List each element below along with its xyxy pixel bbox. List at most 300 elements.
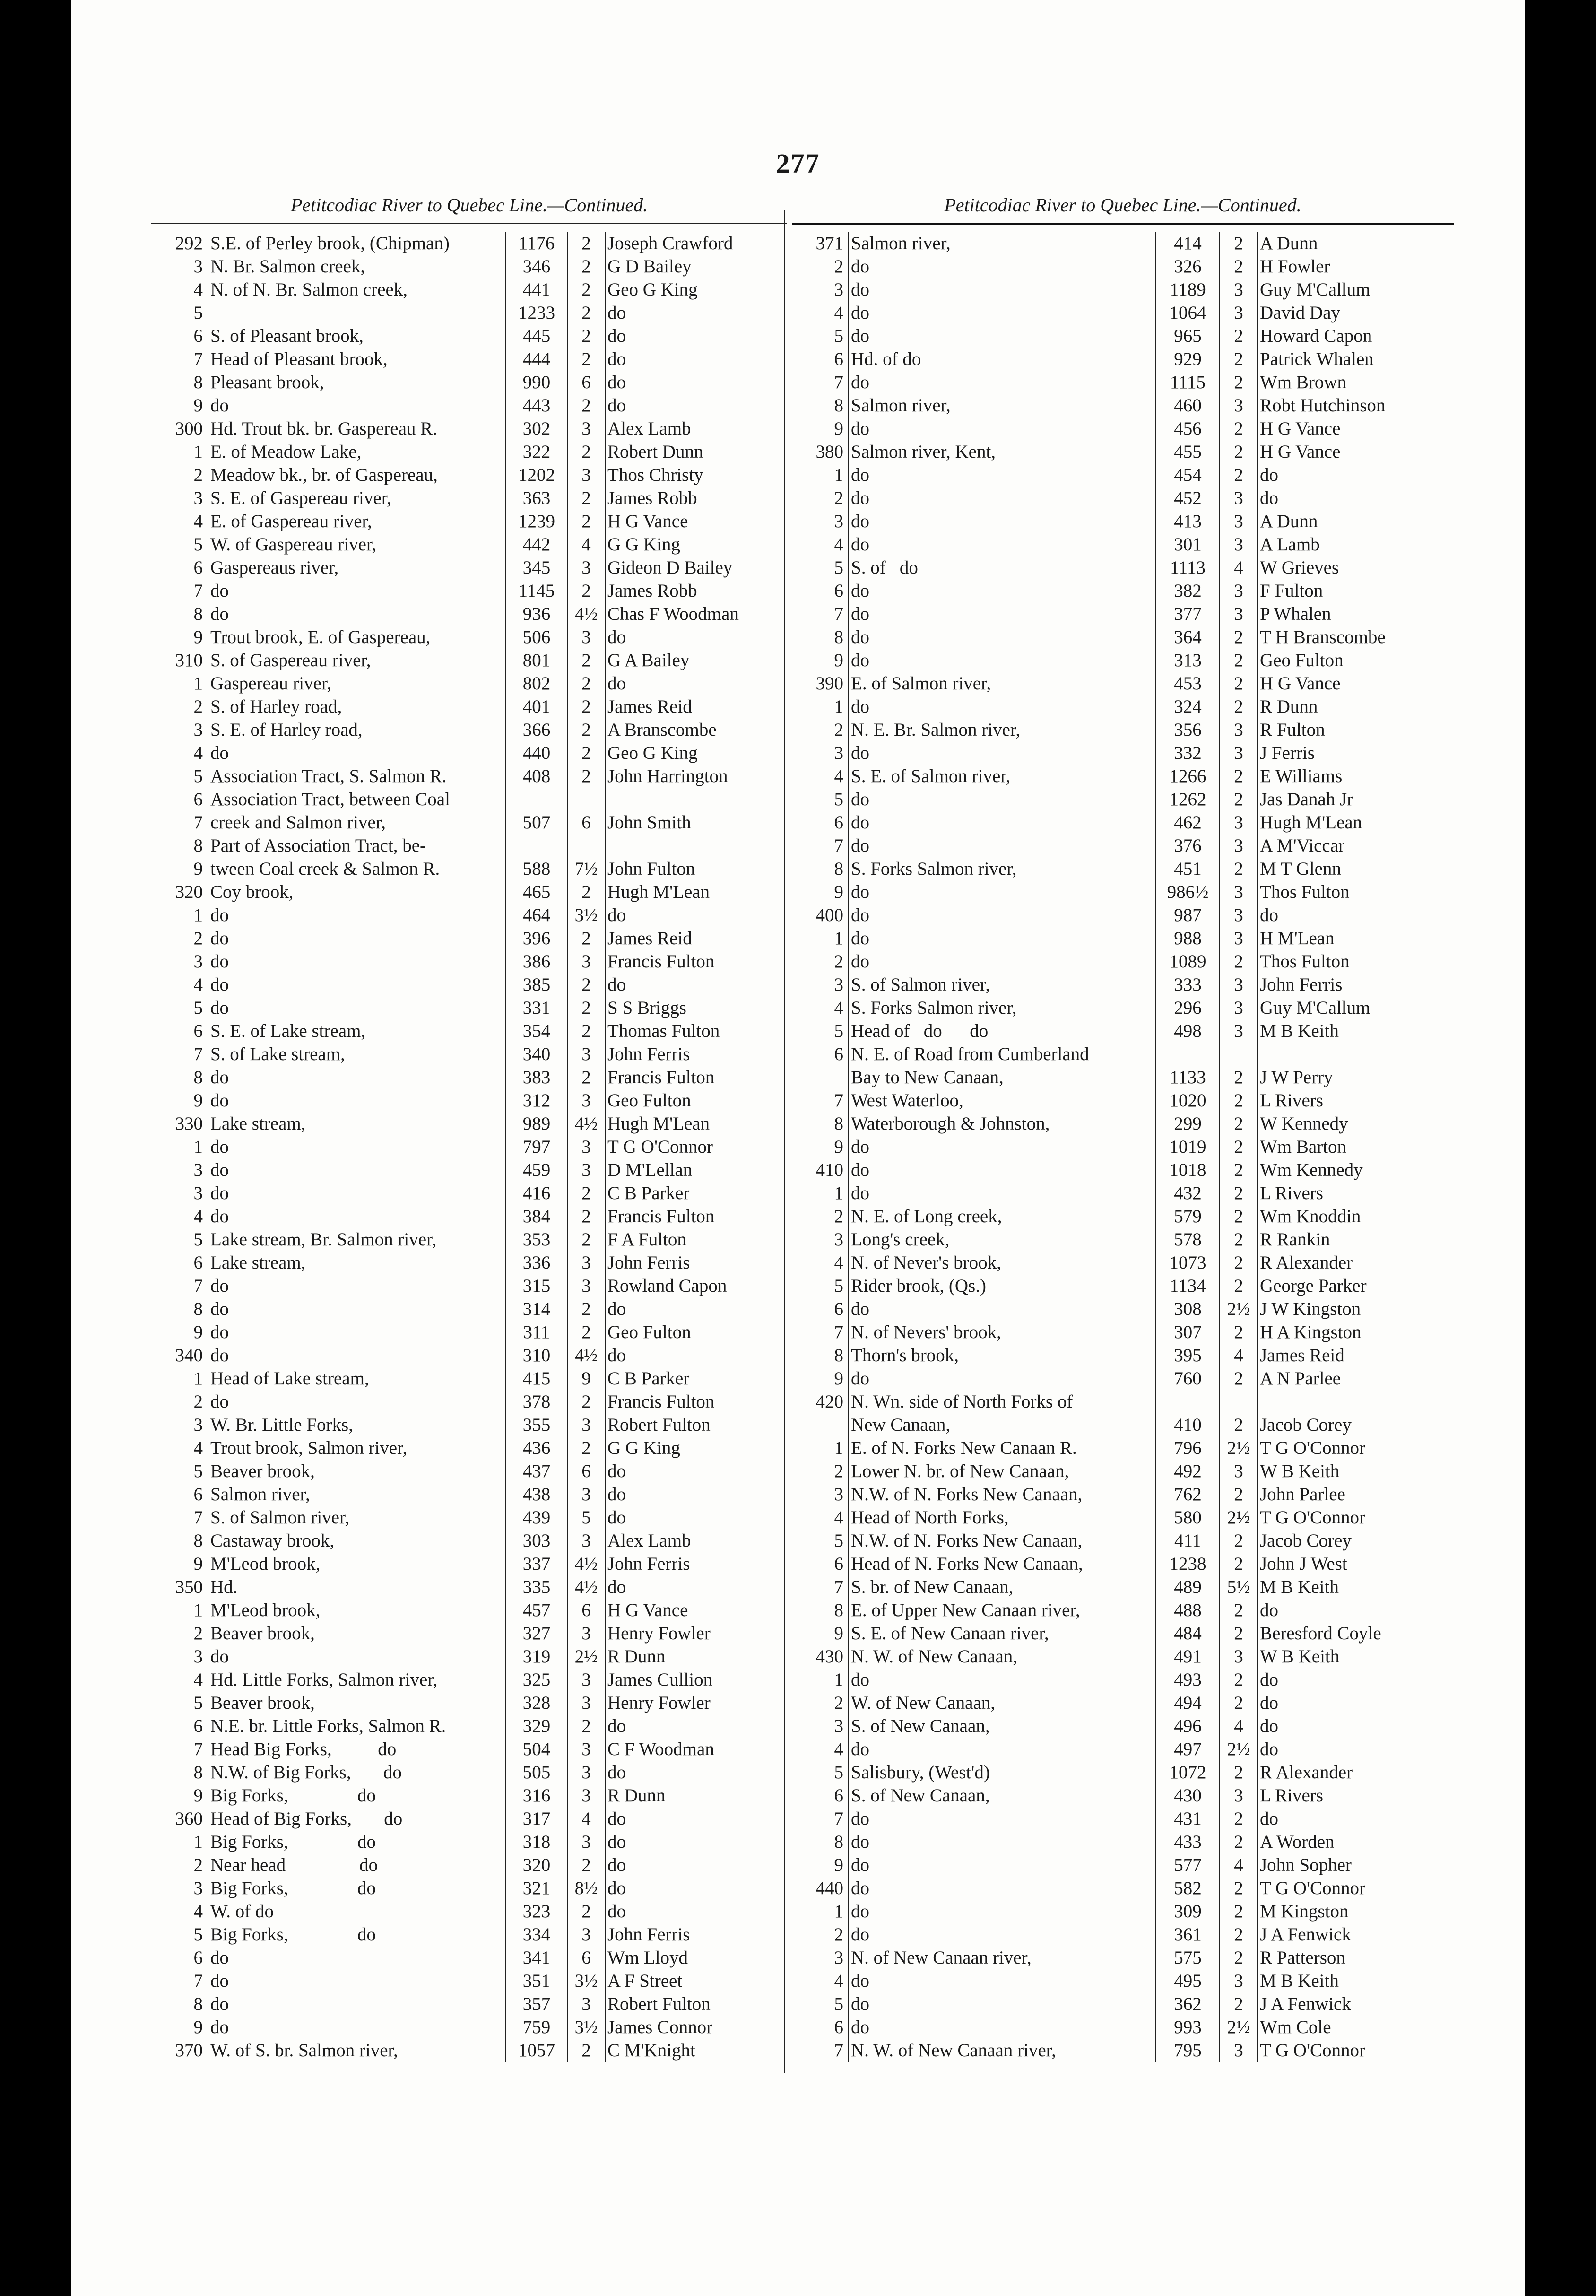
parcel-count-cell: 2 [567, 695, 605, 718]
location-cell: Near head do [208, 1853, 506, 1877]
grantee-name-cell: Robt Hutchinson [1258, 394, 1446, 417]
acres-or-number-cell: 801 [506, 649, 567, 672]
parcel-count-cell: 2 [1220, 1321, 1258, 1344]
acres-or-number-cell: 431 [1156, 1807, 1220, 1830]
left-lots-table [151, 232, 789, 2062]
lot-number-cell: 2 [193, 465, 203, 485]
acres-or-number-cell: 410 [1156, 1413, 1220, 1436]
lot-number-cell: 7 [834, 1322, 843, 1342]
parcel-count-cell: 9 [567, 1367, 605, 1390]
table-row [792, 463, 1446, 487]
parcel-count-cell: 2 [1220, 672, 1258, 695]
grantee-name-cell: John Ferris [1258, 973, 1446, 996]
grantee-name-cell: G G King [605, 1436, 789, 1460]
lot-number-cell: 5 [834, 1276, 843, 1296]
acres-or-number-cell: 441 [506, 278, 567, 301]
grantee-name-cell: do [605, 1900, 789, 1923]
acres-or-number-cell: 442 [506, 533, 567, 556]
table-row [792, 1297, 1446, 1321]
grantee-name-cell: F A Fulton [605, 1228, 789, 1251]
acres-or-number-cell: 351 [506, 1969, 567, 1992]
table-row [792, 1668, 1446, 1691]
lot-number-cell: 4 [834, 1507, 843, 1528]
acres-or-number-cell: 313 [1156, 649, 1220, 672]
table-row [792, 487, 1446, 510]
grantee-name-cell: D M'Lellan [605, 1158, 789, 1182]
table-row [792, 695, 1446, 718]
parcel-count-cell: 3 [1220, 880, 1258, 904]
lot-number-cell: 3 [834, 974, 843, 995]
table-row [792, 1274, 1446, 1297]
lot-number-cell: 7 [193, 1276, 203, 1296]
location-cell: do [849, 510, 1156, 533]
parcel-count-cell: 2 [1220, 1413, 1258, 1436]
table-row [792, 1599, 1446, 1622]
table-row [151, 394, 789, 417]
parcel-count-cell: 2 [567, 718, 605, 741]
table-row [151, 417, 789, 440]
grantee-name-cell: do [605, 1344, 789, 1367]
parcel-count-cell: 2 [567, 1228, 605, 1251]
acres-or-number-cell: 929 [1156, 348, 1220, 371]
grantee-name-cell: T G O'Connor [605, 1135, 789, 1158]
lot-number-cell: 8 [193, 1994, 203, 2014]
location-cell: N.W. of Big Forks, do [208, 1761, 506, 1784]
table-row [151, 1158, 789, 1182]
acres-or-number-cell: 460 [1156, 394, 1220, 417]
grantee-name-cell: do [1258, 1691, 1446, 1714]
parcel-count-cell: 2 [567, 301, 605, 324]
grantee-name-cell: Thomas Fulton [605, 1019, 789, 1043]
parcel-count-cell: 3 [567, 1274, 605, 1297]
acres-or-number-cell: 1089 [1156, 950, 1220, 973]
grantee-name-cell: Geo G King [605, 278, 789, 301]
parcel-count-cell: 2 [567, 1714, 605, 1738]
location-cell: West Waterloo, [849, 1089, 1156, 1112]
parcel-count-cell: 3 [1220, 579, 1258, 602]
acres-or-number-cell: 432 [1156, 1182, 1220, 1205]
table-row [151, 1043, 789, 1066]
lot-number-cell: 4 [834, 766, 843, 786]
location-cell: do [849, 579, 1156, 602]
parcel-count-cell: 2 [567, 1019, 605, 1043]
acres-or-number-cell: 1133 [1156, 1066, 1220, 1089]
parcel-count-cell: 2 [1220, 695, 1258, 718]
grantee-name-cell: R Dunn [605, 1784, 789, 1807]
location-cell: N. of N. Br. Salmon creek, [208, 278, 506, 301]
right-lots-table [792, 232, 1446, 2062]
acres-or-number-cell: 439 [506, 1506, 567, 1529]
table-row [151, 695, 789, 718]
location-cell: S. br. of New Canaan, [849, 1575, 1156, 1599]
table-row [151, 1969, 789, 1992]
lot-number-cell: 310 [175, 650, 203, 670]
parcel-count-cell: 2 [1220, 1228, 1258, 1251]
lot-number-cell: 9 [834, 1368, 843, 1389]
table-row [151, 1274, 789, 1297]
parcel-count-cell: 2 [567, 973, 605, 996]
grantee-name-cell: John Ferris [605, 1043, 789, 1066]
acres-or-number-cell: 307 [1156, 1321, 1220, 1344]
location-cell: do [849, 371, 1156, 394]
lot-number-cell: 3 [834, 1229, 843, 1250]
table-row [151, 1645, 789, 1668]
location-cell: do [849, 463, 1156, 487]
grantee-name-cell: Robert Fulton [605, 1992, 789, 2016]
location-cell: Gaspereau river, [208, 672, 506, 695]
parcel-count-cell: 2 [1220, 1182, 1258, 1205]
table-row [792, 1853, 1446, 1877]
lot-number-cell: 5 [193, 1924, 203, 1945]
acres-or-number-cell: 327 [506, 1622, 567, 1645]
lot-number-cell: 7 [193, 812, 203, 833]
location-cell: do [849, 1992, 1156, 2016]
parcel-count-cell: 2 [567, 1297, 605, 1321]
table-row [792, 649, 1446, 672]
parcel-count-cell: 3 [567, 1923, 605, 1946]
table-row [151, 1251, 789, 1274]
lot-number-cell: 4 [193, 511, 203, 531]
lot-number-cell [792, 1413, 849, 1436]
acres-or-number-cell: 414 [1156, 232, 1220, 255]
acres-or-number-cell: 1072 [1156, 1761, 1220, 1784]
grantee-name-cell: do [605, 1807, 789, 1830]
right-header-rule [792, 223, 1454, 225]
grantee-name-cell: do [1258, 1714, 1446, 1738]
acres-or-number-cell: 337 [506, 1552, 567, 1575]
lot-number-cell: 5 [834, 1994, 843, 2014]
location-cell: do [208, 394, 506, 417]
location-cell: do [208, 2016, 506, 2039]
parcel-count-cell: 2 [1220, 232, 1258, 255]
table-row [792, 1089, 1446, 1112]
grantee-name-cell: Wm Brown [1258, 371, 1446, 394]
acres-or-number-cell: 1145 [506, 579, 567, 602]
lot-number-cell: 5 [834, 1021, 843, 1041]
table-row [792, 973, 1446, 996]
table-row [792, 1112, 1446, 1135]
location-cell: Head of Lake stream, [208, 1367, 506, 1390]
table-row [792, 1645, 1446, 1668]
lot-number-cell: 5 [193, 534, 203, 555]
left-header-rule [151, 223, 787, 224]
lot-number-cell: 2 [834, 951, 843, 972]
location-cell: Head of Big Forks, do [208, 1807, 506, 1830]
lot-number-cell: 9 [193, 859, 203, 879]
acres-or-number-cell: 333 [1156, 973, 1220, 996]
location-cell: do [208, 1135, 506, 1158]
location-cell: S. E. of Lake stream, [208, 1019, 506, 1043]
lot-number-cell: 6 [193, 1021, 203, 1041]
lot-number-cell: 2 [834, 256, 843, 277]
lot-number-cell: 3 [193, 1183, 203, 1203]
location-cell: N. of New Canaan river, [849, 1946, 1156, 1969]
grantee-name-cell: H G Vance [1258, 672, 1446, 695]
location-cell: Coy brook, [208, 880, 506, 904]
table-row [792, 1714, 1446, 1738]
table-row [792, 1622, 1446, 1645]
lot-number-cell: 1 [834, 1901, 843, 1922]
parcel-count-cell: 6 [567, 1946, 605, 1969]
parcel-count-cell: 2½ [1220, 1436, 1258, 1460]
table-row [792, 1738, 1446, 1761]
location-cell: do [208, 973, 506, 996]
lot-number-cell: 3 [834, 511, 843, 531]
location-cell: do [849, 626, 1156, 649]
grantee-name-cell: W Kennedy [1258, 1112, 1446, 1135]
lot-number-cell: 7 [834, 835, 843, 856]
acres-or-number-cell: 493 [1156, 1668, 1220, 1691]
acres-or-number-cell: 489 [1156, 1575, 1220, 1599]
acres-or-number-cell: 464 [506, 904, 567, 927]
location-cell: M'Leod brook, [208, 1552, 506, 1575]
location-cell: S. of Salmon river, [849, 973, 1156, 996]
lot-number-cell: 7 [834, 1577, 843, 1597]
parcel-count-cell: 4½ [567, 1112, 605, 1135]
location-cell: do [208, 1321, 506, 1344]
acres-or-number-cell: 325 [506, 1668, 567, 1691]
table-row [151, 1784, 789, 1807]
acres-or-number-cell: 579 [1156, 1205, 1220, 1228]
location-cell: Salisbury, (West'd) [849, 1761, 1156, 1784]
lot-number-cell: 2 [193, 1392, 203, 1412]
lot-number-cell: 5 [193, 1461, 203, 1481]
location-cell: do [208, 1297, 506, 1321]
table-row [151, 1483, 789, 1506]
table-row [792, 1019, 1446, 1043]
parcel-count-cell: 2 [1220, 1089, 1258, 1112]
table-row [151, 857, 789, 880]
acres-or-number-cell: 451 [1156, 857, 1220, 880]
acres-or-number-cell: 1239 [506, 510, 567, 533]
table-row [151, 1853, 789, 1877]
parcel-count-cell: 2 [567, 1182, 605, 1205]
acres-or-number-cell: 302 [506, 417, 567, 440]
lot-number-cell: 2 [193, 1855, 203, 1875]
grantee-name-cell: S S Briggs [605, 996, 789, 1019]
grantee-name-cell: do [1258, 1738, 1446, 1761]
grantee-name-cell: G A Bailey [605, 649, 789, 672]
parcel-count-cell [1220, 1390, 1258, 1413]
location-cell: do [849, 533, 1156, 556]
lot-number-cell: 3 [193, 1878, 203, 1898]
grantee-name-cell: J A Fenwick [1258, 1992, 1446, 2016]
table-row [792, 510, 1446, 533]
grantee-name-cell: do [605, 626, 789, 649]
table-row [151, 348, 789, 371]
table-row [792, 1344, 1446, 1367]
grantee-name-cell: James Reid [605, 695, 789, 718]
lot-number-cell: 1 [834, 1670, 843, 1690]
table-row [792, 2016, 1446, 2039]
location-cell: Trout brook, Salmon river, [208, 1436, 506, 1460]
lot-number-cell: 1 [834, 696, 843, 717]
table-row [151, 1506, 789, 1529]
acres-or-number-cell: 1073 [1156, 1251, 1220, 1274]
table-row [151, 1205, 789, 1228]
location-cell: S. of Gaspereau river, [208, 649, 506, 672]
parcel-count-cell: 2 [567, 927, 605, 950]
location-cell: Head of North Forks, [849, 1506, 1156, 1529]
table-row [792, 811, 1446, 834]
acres-or-number-cell: 1189 [1156, 278, 1220, 301]
grantee-name-cell: H G Vance [605, 1599, 789, 1622]
table-row [151, 1575, 789, 1599]
acres-or-number-cell: 575 [1156, 1946, 1220, 1969]
grantee-name-cell: John Ferris [605, 1552, 789, 1575]
table-row [792, 440, 1446, 463]
lot-number-cell: 371 [815, 233, 843, 253]
lot-number-cell: 3 [193, 256, 203, 277]
acres-or-number-cell: 329 [506, 1714, 567, 1738]
grantee-name-cell: David Day [1258, 301, 1446, 324]
location-cell: W. Br. Little Forks, [208, 1413, 506, 1436]
grantee-name-cell: Francis Fulton [605, 1390, 789, 1413]
grantee-name-cell: do [1258, 487, 1446, 510]
location-cell: Association Tract, S. Salmon R. [208, 765, 506, 788]
location-cell: do [849, 788, 1156, 811]
lot-number-cell: 6 [834, 581, 843, 601]
acres-or-number-cell: 319 [506, 1645, 567, 1668]
right-column [792, 191, 1454, 219]
acres-or-number-cell: 316 [506, 1784, 567, 1807]
table-row [792, 1367, 1446, 1390]
parcel-count-cell: 2 [567, 765, 605, 788]
acres-or-number-cell: 308 [1156, 1297, 1220, 1321]
lot-number-cell: 8 [834, 1345, 843, 1365]
table-row [792, 602, 1446, 626]
lot-number-cell: 7 [834, 2040, 843, 2061]
parcel-count-cell: 3 [1220, 487, 1258, 510]
grantee-name-cell: do [605, 1506, 789, 1529]
parcel-count-cell: 2 [1220, 463, 1258, 487]
grantee-name-cell: A Branscombe [605, 718, 789, 741]
grantee-name-cell: A F Street [605, 1969, 789, 1992]
grantee-name-cell: J W Kingston [1258, 1297, 1446, 1321]
grantee-name-cell: Henry Fowler [605, 1622, 789, 1645]
parcel-count-cell: 3 [1220, 996, 1258, 1019]
acres-or-number-cell: 324 [1156, 695, 1220, 718]
parcel-count-cell: 2 [567, 1853, 605, 1877]
location-cell: do [849, 255, 1156, 278]
acres-or-number-cell: 364 [1156, 626, 1220, 649]
acres-or-number-cell: 1233 [506, 301, 567, 324]
table-row [792, 1807, 1446, 1830]
lot-number-cell: 370 [175, 2040, 203, 2061]
table-row [792, 904, 1446, 927]
acres-or-number-cell: 357 [506, 1992, 567, 2016]
grantee-name-cell: H M'Lean [1258, 927, 1446, 950]
location-cell: Beaver brook, [208, 1622, 506, 1645]
table-row [792, 765, 1446, 788]
parcel-count-cell: 2 [1220, 440, 1258, 463]
parcel-count-cell: 5 [567, 1506, 605, 1529]
lot-number-cell: 3 [834, 1484, 843, 1505]
table-row [151, 1807, 789, 1830]
acres-or-number-cell: 505 [506, 1761, 567, 1784]
location-cell: S. of Harley road, [208, 695, 506, 718]
grantee-name-cell: Joseph Crawford [605, 232, 789, 255]
table-row [151, 1923, 789, 1946]
lot-number-cell: 7 [193, 1739, 203, 1759]
parcel-count-cell: 3 [567, 626, 605, 649]
grantee-name-cell: T G O'Connor [1258, 1506, 1446, 1529]
acres-or-number-cell: 328 [506, 1691, 567, 1714]
grantee-name-cell: do [605, 904, 789, 927]
lot-number-cell: 9 [193, 395, 203, 416]
location-cell: Salmon river, [849, 232, 1156, 255]
table-row [792, 556, 1446, 579]
grantee-name-cell: Guy M'Callum [1258, 278, 1446, 301]
parcel-count-cell: 8½ [567, 1877, 605, 1900]
acres-or-number-cell: 361 [1156, 1923, 1220, 1946]
location-cell: Beaver brook, [208, 1691, 506, 1714]
grantee-name-cell: Geo Fulton [605, 1321, 789, 1344]
table-row [151, 1367, 789, 1390]
lot-number-cell: 5 [834, 1531, 843, 1551]
grantee-name-cell: C M'Knight [605, 2039, 789, 2062]
lot-number-cell: 300 [175, 418, 203, 439]
table-row [792, 788, 1446, 811]
table-row [151, 672, 789, 695]
parcel-count-cell: 2 [567, 232, 605, 255]
lot-number-cell: 7 [193, 581, 203, 601]
lot-number-cell: 3 [193, 1415, 203, 1435]
parcel-count-cell [1220, 1043, 1258, 1066]
left-column-header: Petitcodiac River to Quebec Line.—Continued. [290, 194, 648, 216]
grantee-name-cell: T G O'Connor [1258, 1436, 1446, 1460]
lot-number-cell: 6 [834, 1785, 843, 1806]
lot-number-cell: 4 [834, 534, 843, 555]
parcel-count-cell: 3 [1220, 1460, 1258, 1483]
parcel-count-cell: 3 [1220, 510, 1258, 533]
lot-number-cell: 9 [834, 650, 843, 670]
lot-number-cell: 1 [193, 1832, 203, 1852]
lot-number-cell: 8 [193, 604, 203, 624]
grantee-name-cell: do [605, 1575, 789, 1599]
grantee-name-cell: L Rivers [1258, 1182, 1446, 1205]
table-row [151, 788, 789, 811]
location-cell: do [208, 1946, 506, 1969]
parcel-count-cell: 4½ [567, 1575, 605, 1599]
parcel-count-cell: 3½ [567, 904, 605, 927]
lot-number-cell: 9 [193, 1322, 203, 1342]
table-row [151, 487, 789, 510]
parcel-count-cell: 2 [1220, 1158, 1258, 1182]
table-row [792, 1413, 1446, 1436]
location-cell: do [849, 1135, 1156, 1158]
lot-number-cell: 3 [193, 1160, 203, 1180]
location-cell: do [849, 834, 1156, 857]
grantee-name-cell: do [1258, 463, 1446, 487]
acres-or-number-cell: 301 [1156, 533, 1220, 556]
acres-or-number-cell: 796 [1156, 1436, 1220, 1460]
parcel-count-cell: 2 [1220, 417, 1258, 440]
table-row [792, 626, 1446, 649]
parcel-count-cell: 3 [1220, 602, 1258, 626]
parcel-count-cell: 2 [1220, 1599, 1258, 1622]
acres-or-number-cell: 376 [1156, 834, 1220, 857]
acres-or-number-cell: 386 [506, 950, 567, 973]
location-cell [208, 301, 506, 324]
location-cell: W. of Gaspereau river, [208, 533, 506, 556]
table-row [151, 440, 789, 463]
lot-number-cell: 8 [193, 835, 203, 856]
parcel-count-cell: 2 [567, 1390, 605, 1413]
grantee-name-cell: do [605, 301, 789, 324]
table-row [792, 301, 1446, 324]
location-cell: S. E. of Harley road, [208, 718, 506, 741]
